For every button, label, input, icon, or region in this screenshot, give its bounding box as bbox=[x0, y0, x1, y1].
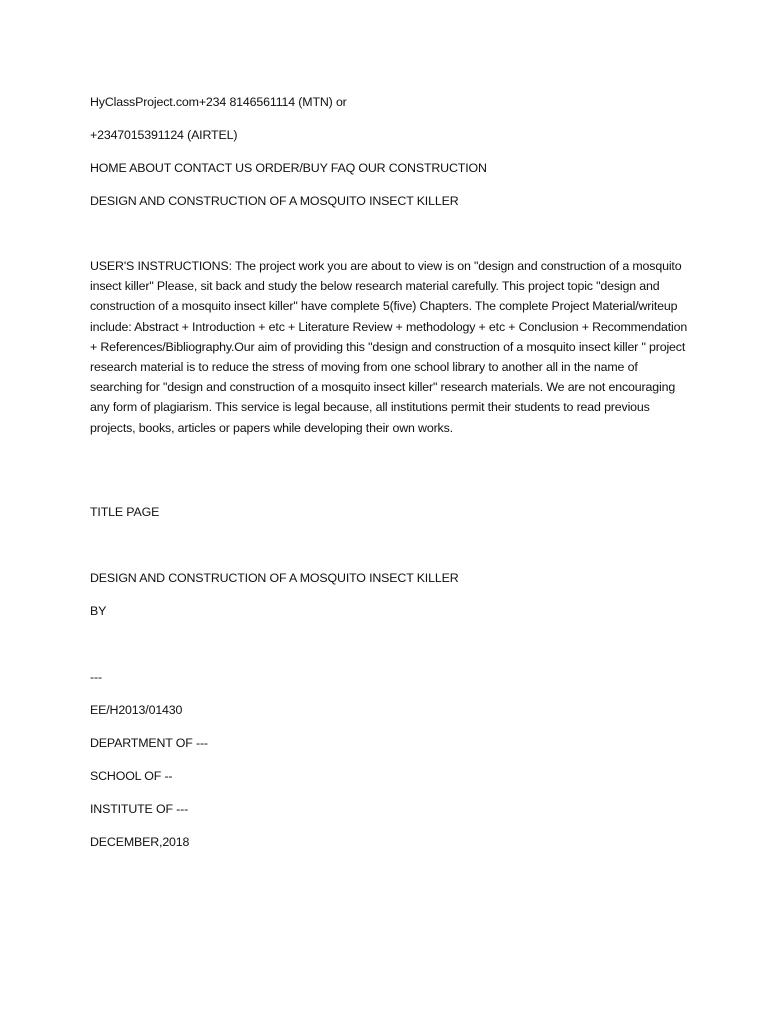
title-page-department: DEPARTMENT OF --- bbox=[90, 736, 208, 750]
contact-mtn: HyClassProject.com+234 8146561114 (MTN) or bbox=[90, 95, 347, 109]
title-page-institute: INSTITUTE OF --- bbox=[90, 802, 189, 816]
title-page-reg-no: EE/H2013/01430 bbox=[90, 703, 183, 717]
project-heading: DESIGN AND CONSTRUCTION OF A MOSQUITO INSECT KILLER bbox=[90, 194, 459, 208]
title-page-label: TITLE PAGE bbox=[90, 505, 160, 519]
users-instructions-paragraph: USER'S INSTRUCTIONS: The project work you are about to view is on "design and construction of a mosquito insect killer" Please, sit back and study the below research material carefully. This project topic "design and construction of a mosquito insect killer" have complete 5(five) Chapters. The complete Project Material/writeup include: Abstract + Introduction + etc + Literature Review + methodology + etc + Conclusion + Recommendation + References/Bibliography.Our aim of providing this "design and construction of a mosquito insect killer " project research material is to reduce the stress of moving from one school library to another all in the name of searching for "design and construction of a mosquito insect killer" research materials. We are not encouraging any form of plagiarism. This service is legal because, all institutions permit their students to read previous projects, books, articles or papers while developing their own works. bbox=[90, 259, 688, 435]
contact-airtel: +2347015391124 (AIRTEL) bbox=[90, 128, 238, 142]
title-page-date: DECEMBER,2018 bbox=[90, 835, 190, 849]
title-page-author: --- bbox=[90, 670, 102, 684]
title-page-school: SCHOOL OF -- bbox=[90, 769, 173, 783]
title-page-title: DESIGN AND CONSTRUCTION OF A MOSQUITO INSECT KILLER bbox=[90, 571, 459, 585]
title-page-by: BY bbox=[90, 604, 107, 618]
site-nav-text: HOME ABOUT CONTACT US ORDER/BUY FAQ OUR CONSTRUCTION bbox=[90, 161, 487, 175]
